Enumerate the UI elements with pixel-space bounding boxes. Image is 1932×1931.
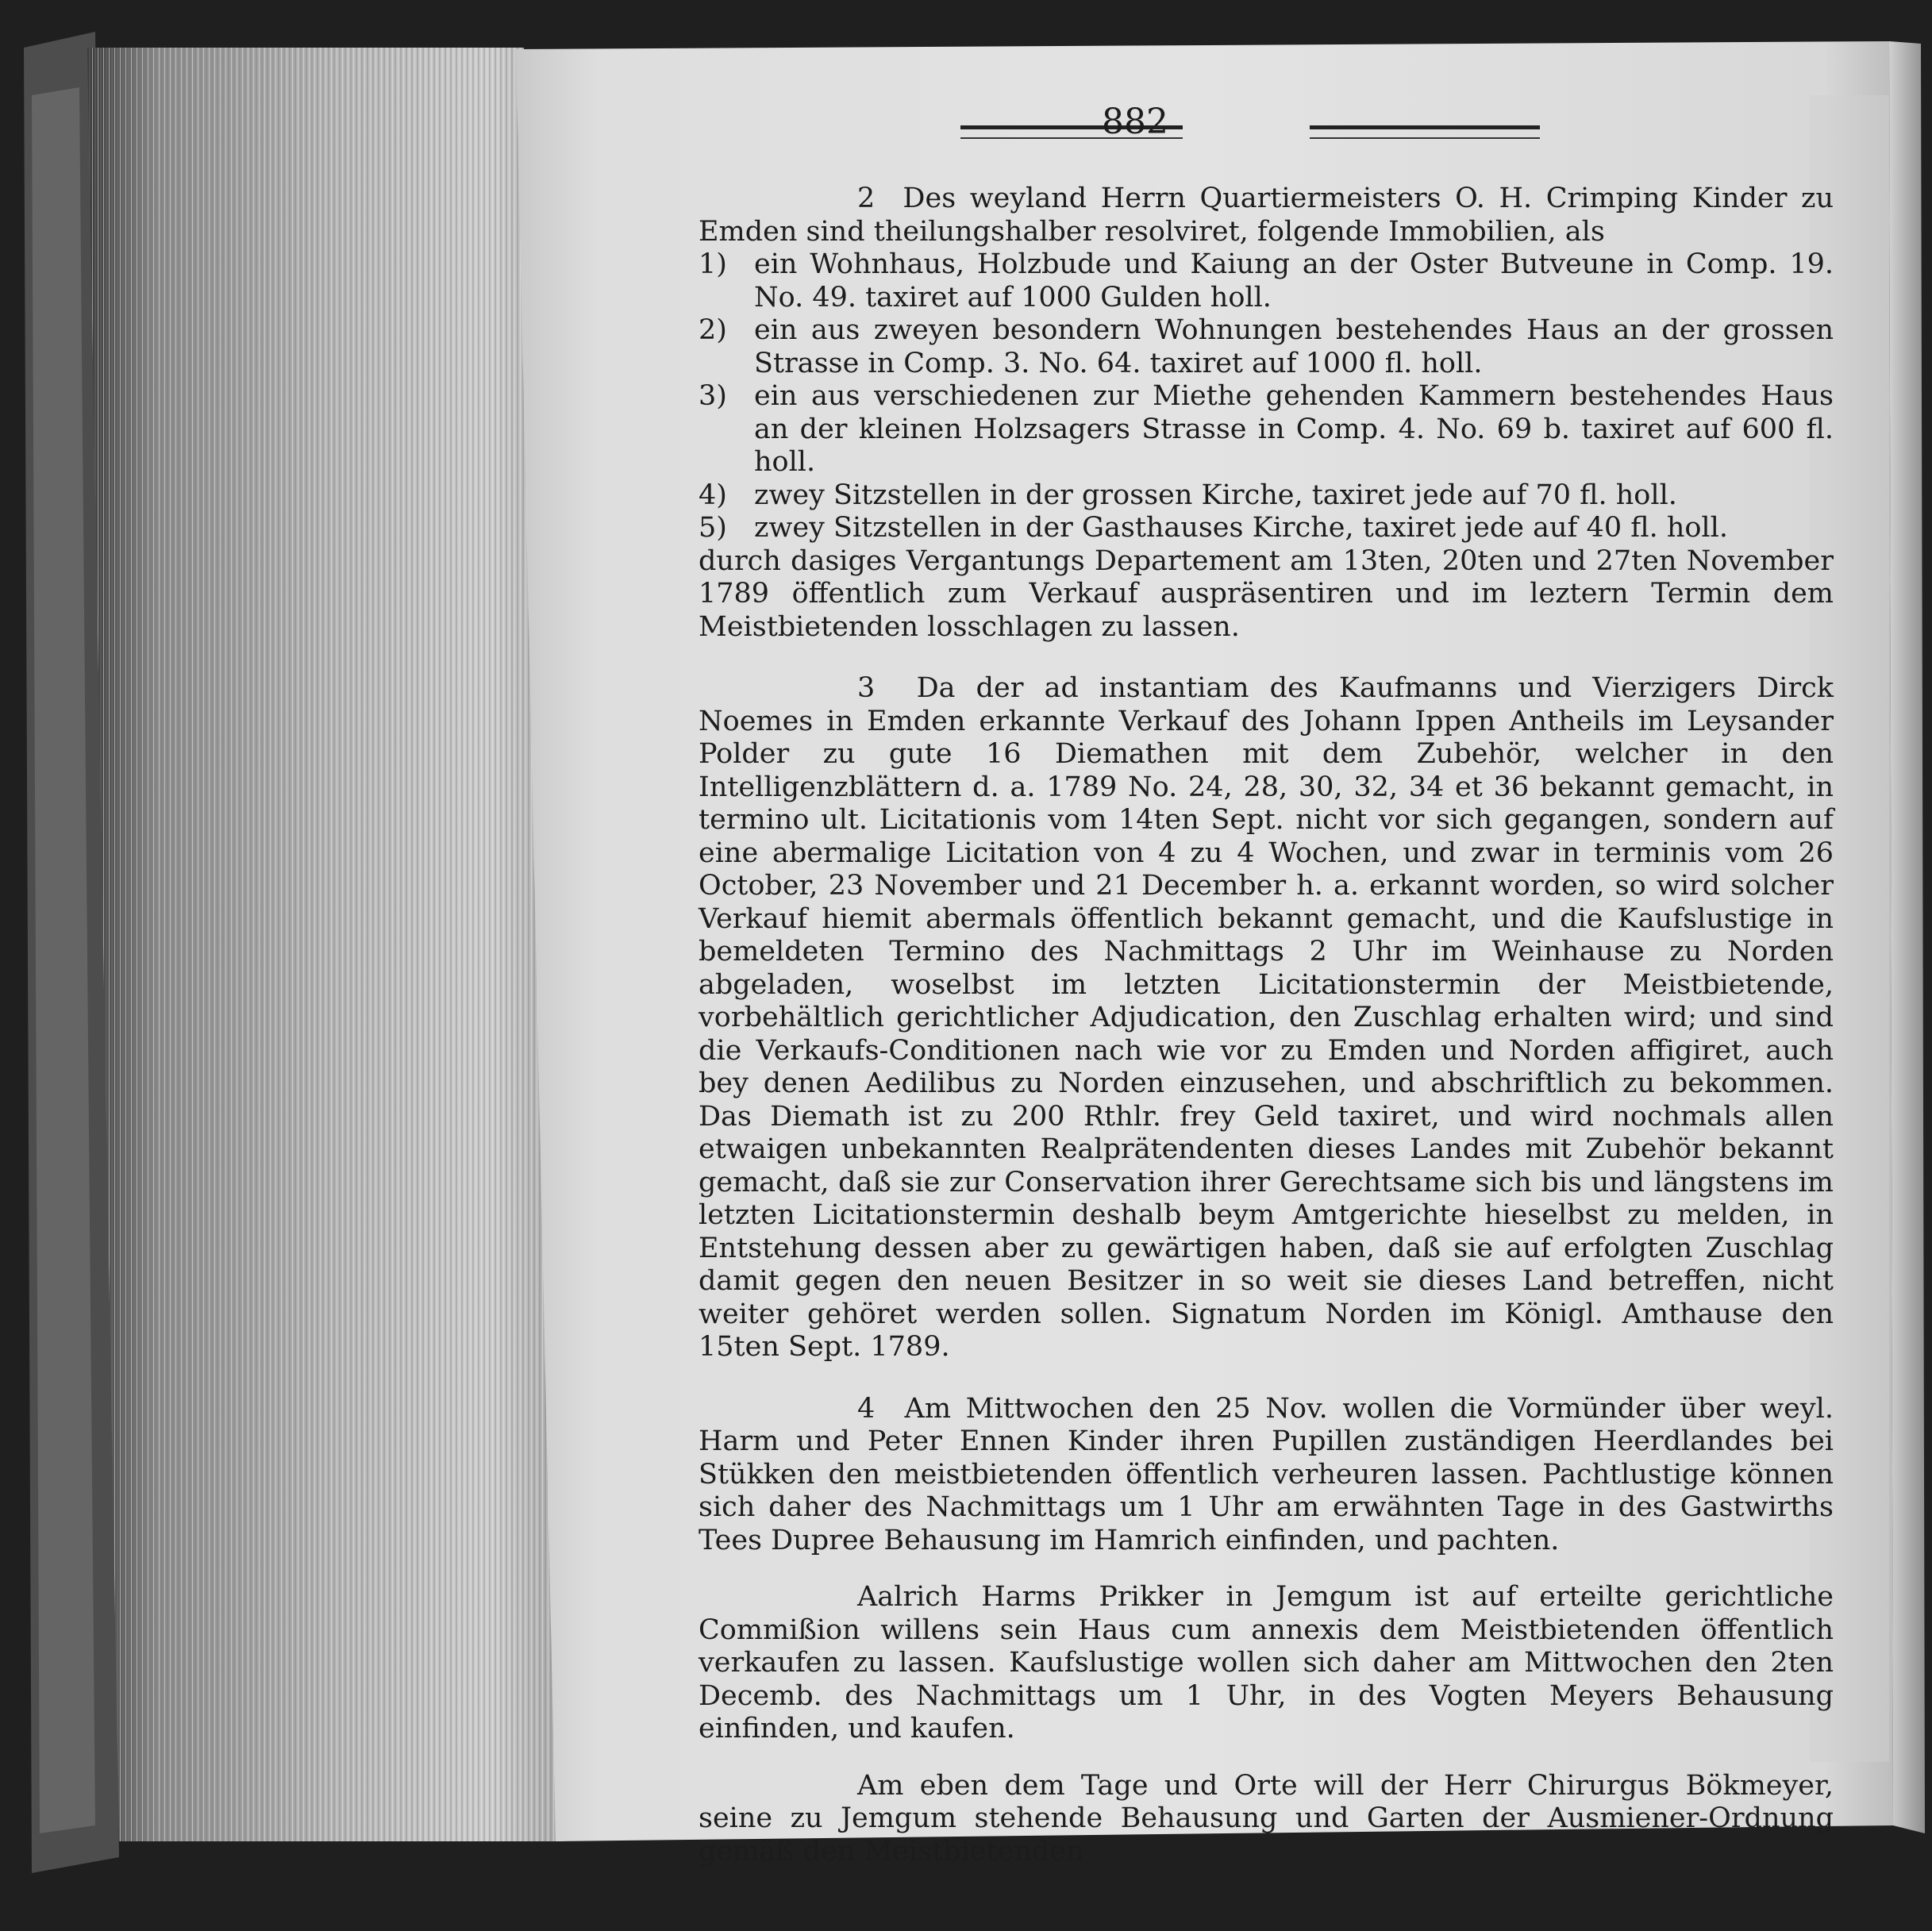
notice-text: Am Mittwochen den 25 Nov. wollen die Vormünder über weyl. Harm und Peter Ennen Kinder ihren Pupillen zuständigen Heerdlandes bei Stükken den meistbietenden öffentlich verheuren lassen. Pachtlustige können sich daher des Nachmittags um 1 Uhr am erwähnten Tage in des Gastwirths Tees Dupree Behausung im Hamrich einfinden, und pachten. xyxy=(699,1392,1834,1556)
page-number: 882 xyxy=(1102,102,1168,142)
list-item xyxy=(699,248,1834,314)
notice-text: Des weyland Herrn Quartiermeisters O. H. Crimping Kinder zu Emden sind theilungshalber resolviret, folgende Immobilien, als xyxy=(699,183,1834,248)
notice-2-intro xyxy=(699,183,1834,248)
notice-number: 4 xyxy=(857,1392,876,1425)
notice-number: 3 xyxy=(857,672,876,704)
list-item-number: 3) xyxy=(699,380,727,412)
list-item-number: 1) xyxy=(699,248,727,280)
notice-4 xyxy=(699,1393,1834,1558)
notice-prikker: Aalrich Harms Prikker in Jemgum ist auf erteilte gerichtliche Commißion willens sein Haus cum annexis dem Meistbietenden öffentlich verkaufen zu lassen. Kaufslustige wollen sich daher am Mittwochen den 2ten Decemb. des Nachmittags um 1 Uhr, in des Vogten Meyers Behausung einfinden, und kaufen. xyxy=(699,1581,1834,1744)
notice-number: 2 xyxy=(857,183,876,214)
list-item-text: ein aus verschiedenen zur Miethe gehenden Kammern bestehendes Haus an der kleinen Holzsagers Strasse in Comp. 4. No. 69 b. taxiret auf 600 fl. holl. xyxy=(754,380,1834,478)
page-text xyxy=(699,183,1834,1868)
header-rule-right xyxy=(1310,125,1540,139)
notice-text: Da der ad instantiam des Kaufmanns und Vierzigers Dirck Noemes in Emden erkannte Verkauf des Johann Ippen Antheils im Leysander Polder zu gute 16 Diemathen mit dem Zubehör, welcher in den Intelligenzblättern d. a. 1789 No. 24, 28, 30, 32, 34 et 36 bekannt gemacht, in termino ult. Licitationis vom 14ten Sept. nicht vor sich gegangen, sondern auf eine abermalige Licitation von 4 zu 4 Wochen, und zwar in terminis vom 26 October, 23 November und 21 December h. a. erkannt worden, so wird solcher Verkauf hiemit abermals öffentlich bekannt gemacht, und die Kaufslustige in bemeldeten Termino des Nachmittags 2 Uhr im Weinhause zu Norden abgeladen, woselbst im letzten Licitationstermin der Meistbietende, vorbehältlich gerichtlicher Adjudication, den Zuschlag erhalten wird; und sind die Verkaufs-Conditionen nach wie vor zu Emden und Norden affigiret, auch bey denen Aedilibus zu Norden einzusehen, und abschriftlich zu bekommen. Das Diemath ist zu 200 Rthlr. frey Geld taxiret, und wird nochmals allen etwaigen unbekannten Realprätendenten dieses Landes mit Zubehör bekannt gemacht, daß sie zur Conservation ihrer Gerechtsame sich bis und längstens im letzten Licitationstermin deshalb beym Amtgerichte hieselbst zu melden, in Entstehung dessen aber zu gewärtigen haben, daß sie auf erfolgten Zuschlag damit gegen den neuen Besitzer in so weit sie dieses Land betreffen, nicht weiter gehöret werden sollen. Signatum Norden im Königl. Amthause den 15ten Sept. 1789. xyxy=(699,672,1834,1363)
list-item-text: zwey Sitzstellen in der Gasthauses Kirche, taxiret jede auf 40 fl. holl. xyxy=(754,512,1728,544)
notice-3 xyxy=(699,672,1834,1364)
list-item xyxy=(699,512,1834,545)
list-item xyxy=(699,479,1834,513)
list-item xyxy=(699,380,1834,479)
list-item xyxy=(699,314,1834,380)
list-item-text: zwey Sitzstellen in der grossen Kirche, taxiret jede auf 70 fl. holl. xyxy=(754,479,1677,511)
notice-boekmeyer: Am eben dem Tage und Orte will der Herr Chirurgus Bökmeyer, seine zu Jemgum stehende Behausung und Garten der Ausmiener-Ordnung gemäß den Meistbietenden xyxy=(699,1769,1834,1868)
facing-page-edge xyxy=(1889,41,1925,1833)
list-item-number: 5) xyxy=(699,512,727,544)
notice-2-closing: durch dasiges Vergantungs Departement am 13ten, 20ten und 27ten November 1789 öffentlich zum Verkauf auspräsentiren und im leztern Termin dem Meistbietenden losschlagen zu lassen. xyxy=(699,544,1834,643)
list-item-text: ein aus zweyen besondern Wohnungen bestehendes Haus an der grossen Strasse in Comp. 3. No. 64. taxiret auf 1000 fl. holl. xyxy=(754,314,1834,379)
list-item-number: 4) xyxy=(699,479,727,511)
list-item-number: 2) xyxy=(699,314,727,346)
list-item-text: ein Wohnhaus, Holzbude und Kaiung an der Oster Butveune in Comp. 19. No. 49. taxiret auf 1000 Gulden holl. xyxy=(754,248,1834,313)
